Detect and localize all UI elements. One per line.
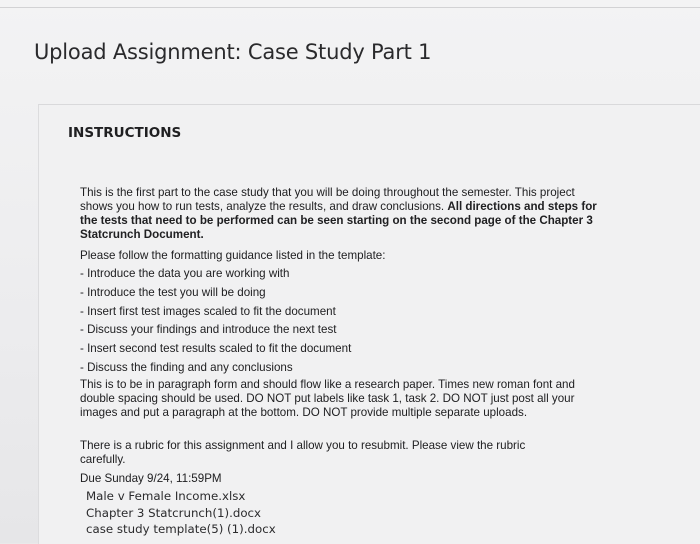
bullet-item: - Introduce the data you are working with	[80, 267, 290, 280]
formatting-lead: Please follow the formatting guidance listed in the template:	[80, 249, 386, 262]
rubric-note: There is a rubric for this assignment and I allow you to resubmit. Please view the rubric carefully.	[80, 439, 526, 466]
top-divider	[0, 7, 700, 8]
paragraph-form-note: This is to be in paragraph form and should flow like a research paper. Times new roman font and double spacing should be used. DO NOT put labels like task 1, task 2. DO NOT just post all your images and put a paragraph at the bottom. DO NOT provide multiple separate uploads.	[80, 378, 575, 419]
bullet-item: - Discuss the finding and any conclusions	[80, 361, 293, 374]
attachment-link-template-docx[interactable]: case study template(5) (1).docx	[86, 522, 276, 536]
intro-paragraph	[80, 186, 600, 242]
bullet-item: - Insert first test images scaled to fit the document	[80, 305, 336, 318]
bullet-item: - Introduce the test you will be doing	[80, 286, 266, 299]
attachment-link-income-xlsx[interactable]: Male v Female Income.xlsx	[86, 489, 246, 503]
bullet-item: - Discuss your findings and introduce the next test	[80, 323, 337, 336]
attachment-link-statcrunch-docx[interactable]: Chapter 3 Statcrunch(1).docx	[86, 506, 262, 520]
due-date: Due Sunday 9/24, 11:59PM	[80, 472, 222, 485]
bullet-item: - Insert second test results scaled to fit the document	[80, 342, 352, 355]
instructions-heading: INSTRUCTIONS	[68, 125, 182, 141]
page-title: Upload Assignment: Case Study Part 1	[34, 40, 432, 64]
intro-bold-text: All directions and steps for the tests that need to be performed can be seen starting on the second page of the Chapter 3 Statcrunch Document.	[80, 200, 597, 241]
intro-text: This is the first part to the case study that you will be doing throughout the semester. This project shows you how to run tests, analyze the results, and draw conclusions.	[80, 186, 575, 213]
